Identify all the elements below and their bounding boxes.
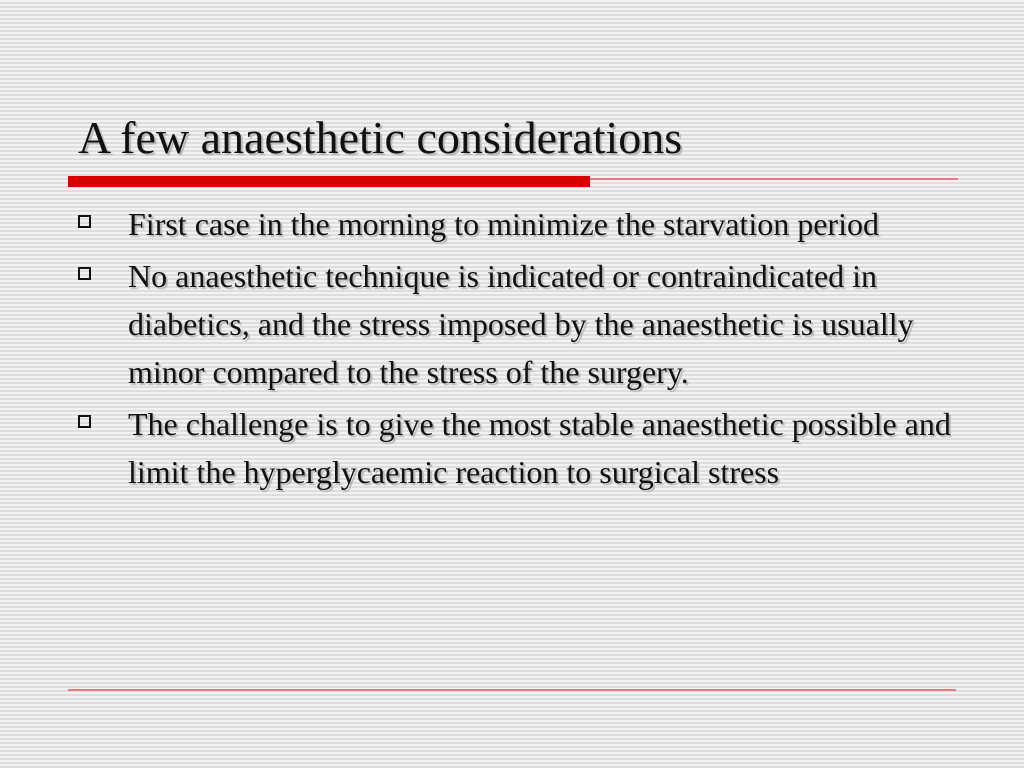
- bullet-text: No anaesthetic technique is indicated or contraindicated in diabetics, and the stress imposed by the anaesthetic is usually minor compared to the stress of the surgery.: [128, 258, 914, 390]
- square-bullet-icon: [78, 215, 91, 228]
- bullet-text: The challenge is to give the most stable anaesthetic possible and limit the hyperglycaemic reaction to surgical stress: [128, 406, 951, 490]
- footer-rule: [68, 689, 956, 691]
- square-bullet-icon: [78, 415, 91, 428]
- bullet-list: [78, 200, 958, 500]
- bullet-item: [78, 252, 958, 396]
- title-underline-thick: [68, 176, 590, 187]
- square-bullet-icon: [78, 267, 91, 280]
- bullet-text: First case in the morning to minimize the starvation period: [128, 206, 879, 242]
- bullet-item: [78, 400, 958, 496]
- slide-title: A few anaesthetic considerations: [78, 112, 683, 163]
- title-underline-thin: [590, 178, 958, 180]
- bullet-item: [78, 200, 958, 248]
